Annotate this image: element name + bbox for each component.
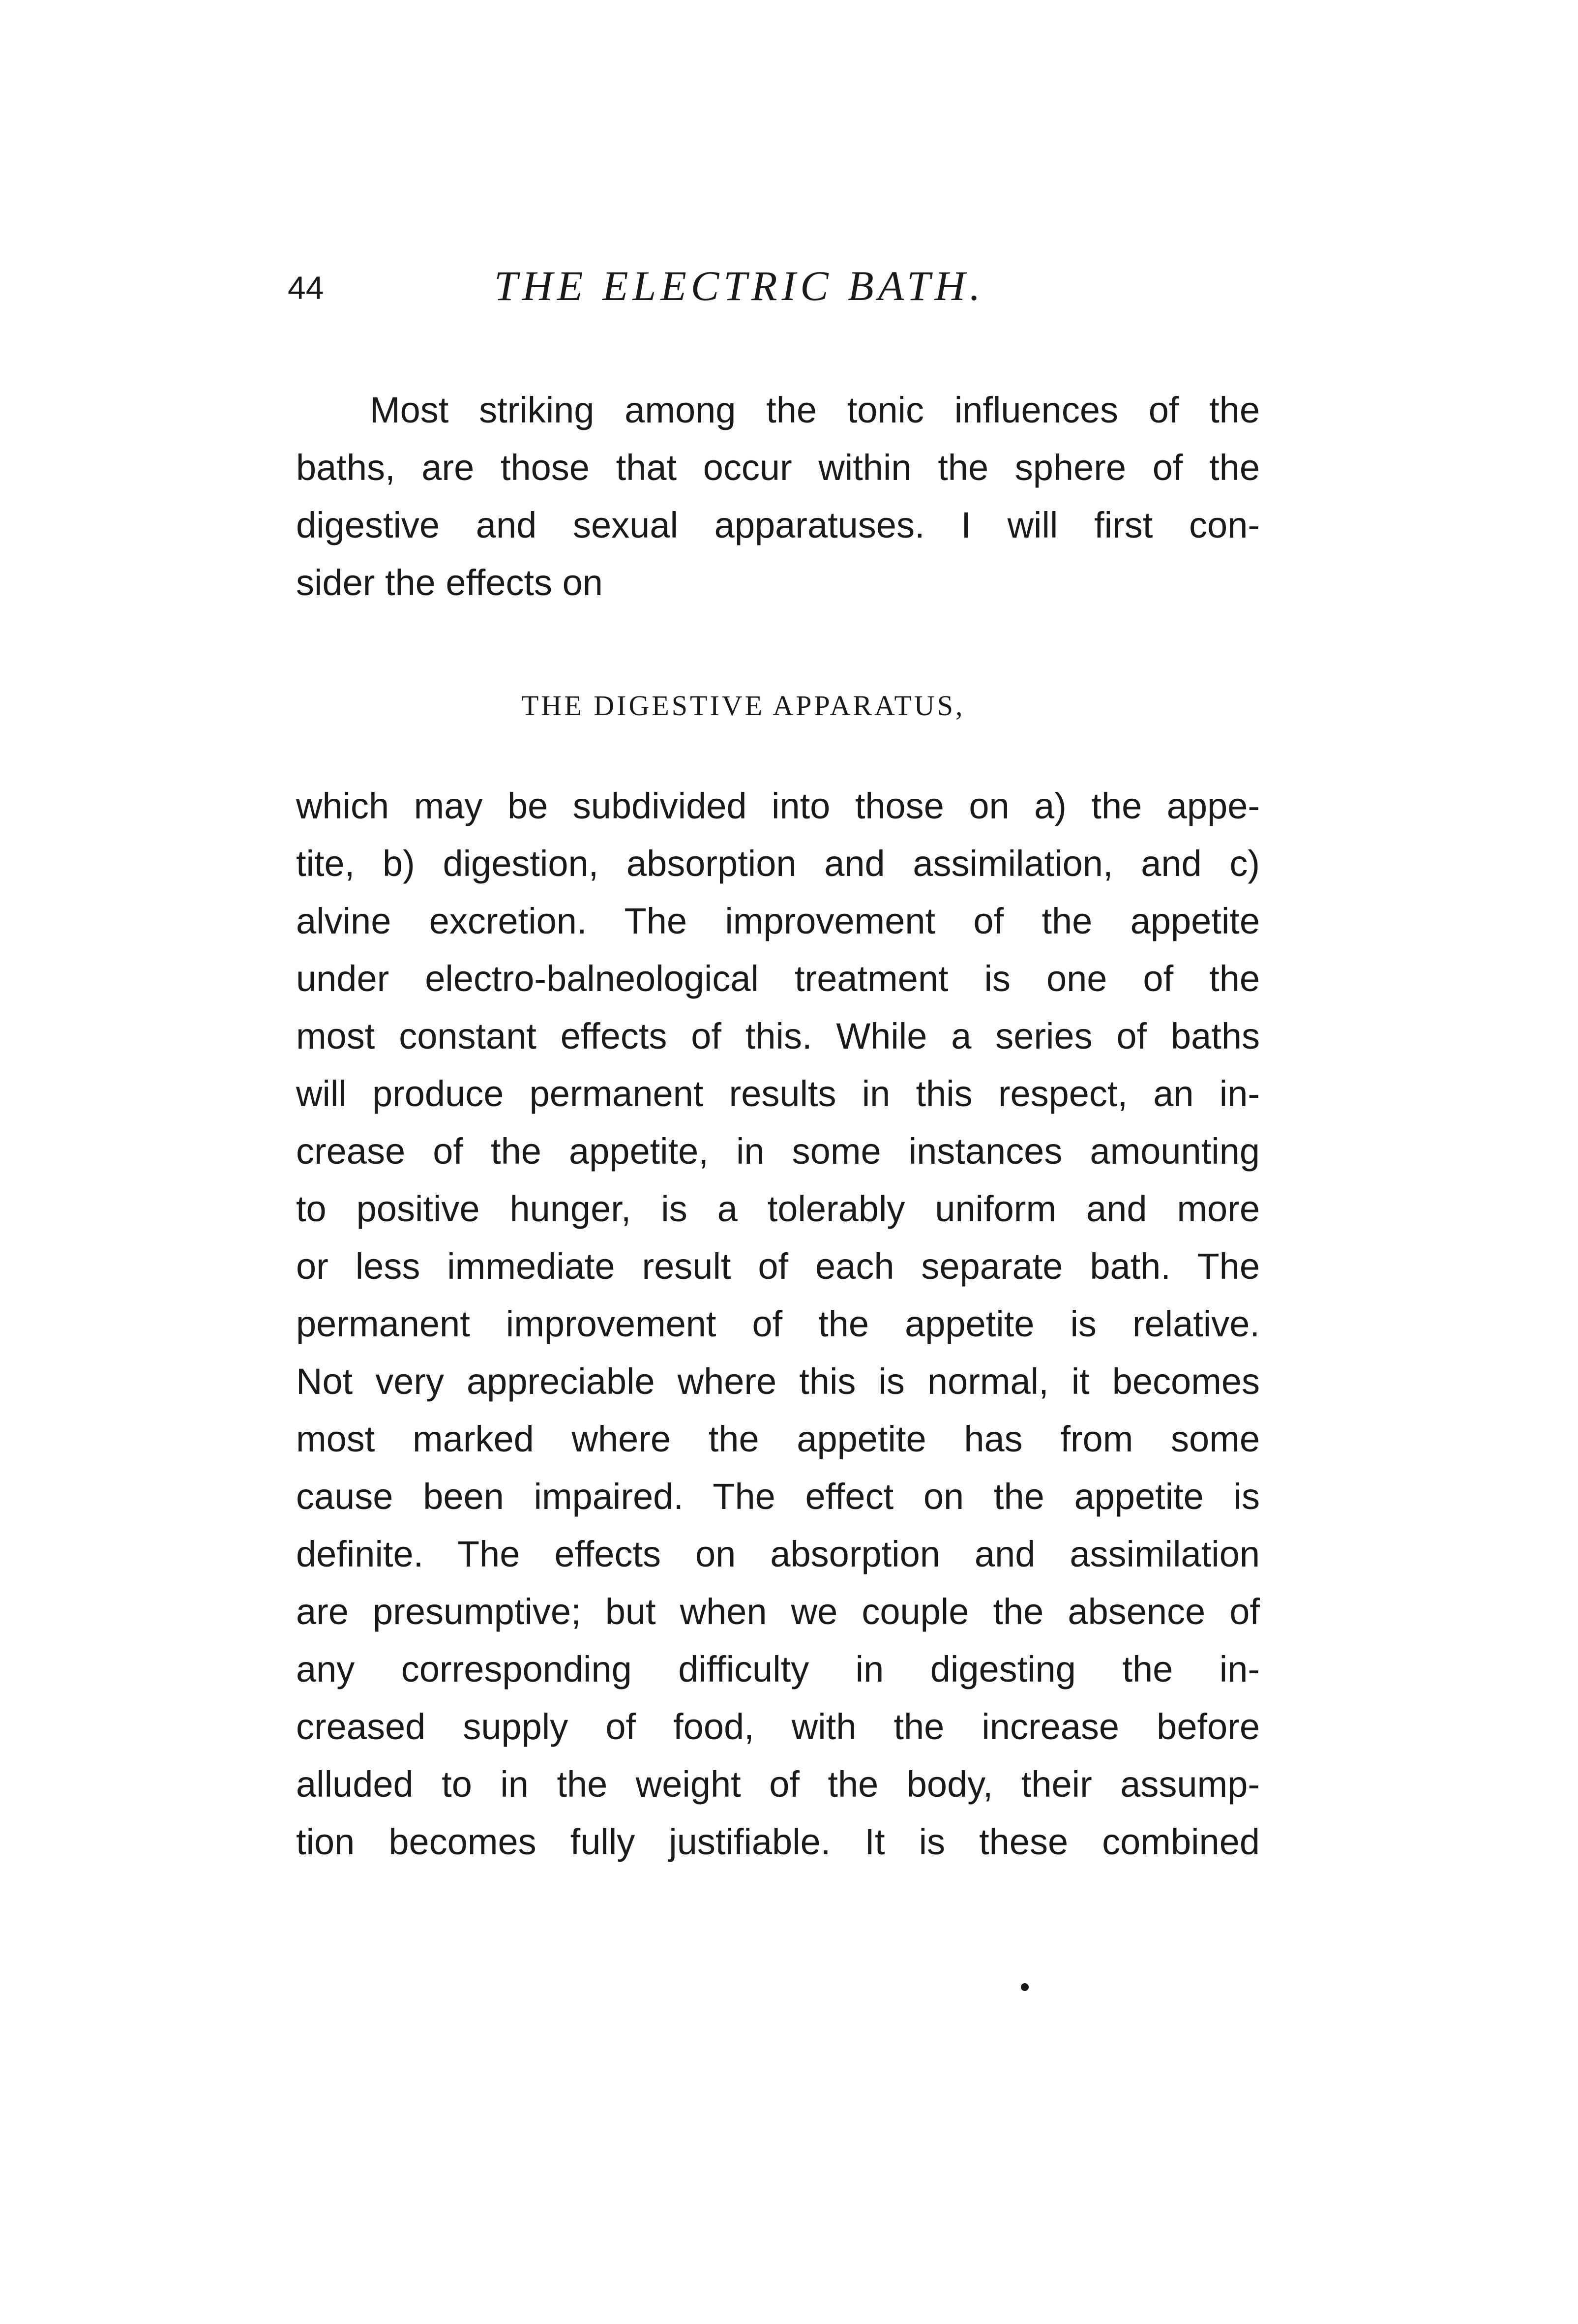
paragraph-digestive-apparatus [296, 777, 1260, 1871]
text-line: definite. The effects on absorption and assimilation [296, 1534, 1260, 1574]
text-line: which may be subdivided into those on a) the appe- [296, 785, 1260, 826]
text-line: tion becomes fully justifiable. It is these combined [296, 1821, 1260, 1862]
text-line: or less immediate result of each separate bath. The [296, 1246, 1260, 1287]
text-line: creased supply of food, with the increase before [296, 1706, 1260, 1747]
page-header [288, 261, 1271, 330]
text-line: baths, are those that occur within the sphere of the [296, 447, 1260, 488]
text-line: permanent improvement of the appetite is relative. [296, 1303, 1260, 1344]
text-line: any corresponding difficulty in digesting the in- [296, 1649, 1260, 1690]
text-line: Most striking among the tonic influences of the [370, 390, 1260, 430]
page-number: 44 [288, 270, 324, 306]
text-line: alluded to in the weight of the body, their assump- [296, 1764, 1260, 1805]
text-line: under electro-balneological treatment is one of the [296, 958, 1260, 999]
text-line: to positive hunger, is a tolerably uniform and more [296, 1188, 1260, 1229]
text-line: alvine excretion. The improvement of the appetite [296, 901, 1260, 941]
text-line: sider the effects on [296, 562, 603, 603]
text-line: cause been impaired. The effect on the appetite is [296, 1476, 1260, 1517]
text-line: Not very appreciable where this is normal, it becomes [296, 1361, 1260, 1402]
section-heading: THE DIGESTIVE APPARATUS, [521, 690, 965, 722]
running-title: THE ELECTRIC BATH. [494, 262, 985, 309]
text-line: crease of the appetite, in some instances amounting [296, 1131, 1260, 1172]
text-line: most constant effects of this. While a series of baths [296, 1016, 1260, 1056]
text-line: digestive and sexual apparatuses. I will first con- [296, 505, 1260, 545]
ink-speck [1021, 1983, 1029, 1991]
text-line: tite, b) digestion, absorption and assimilation, and c) [296, 843, 1260, 884]
text-line: will produce permanent results in this respect, an in- [296, 1073, 1260, 1114]
paragraph-tonic-influences [296, 381, 1260, 611]
text-line: are presumptive; but when we couple the absence of [296, 1591, 1260, 1632]
text-line: most marked where the appetite has from some [296, 1419, 1260, 1459]
